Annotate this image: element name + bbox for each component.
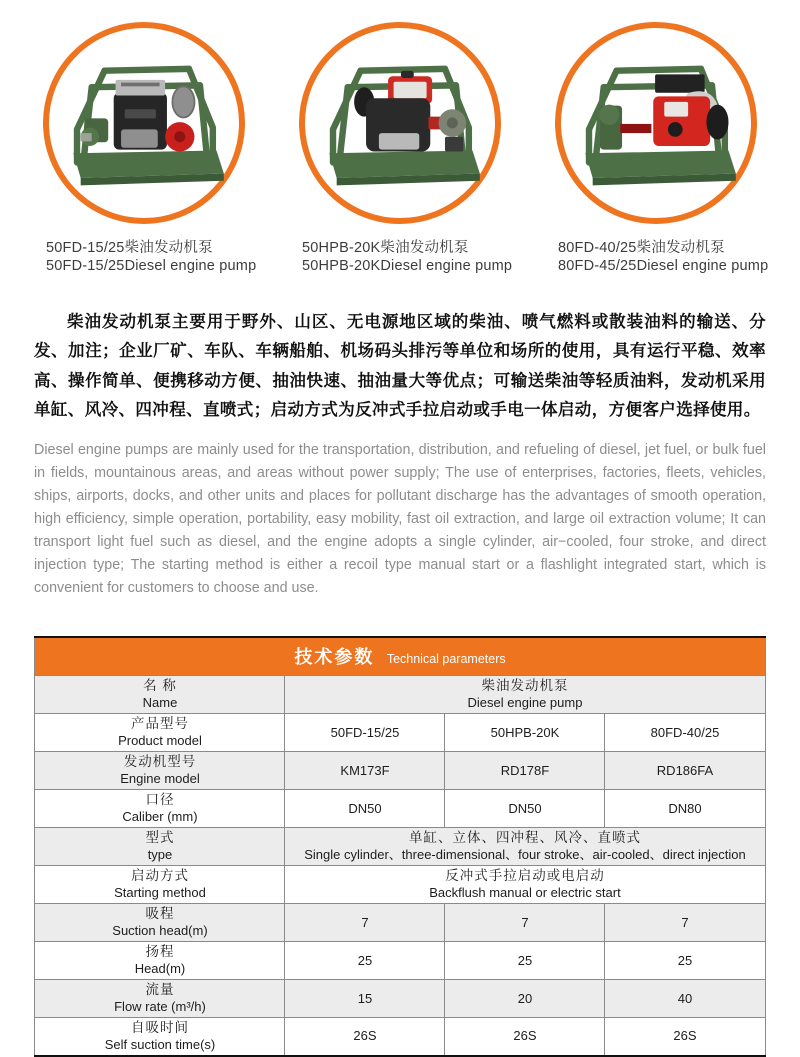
param-label: 名 称 Name [35,676,285,714]
product-gallery [0,14,800,284]
param-value: 25 [605,942,765,980]
row-starting-method [35,866,765,904]
param-label: 口径 Caliber (mm) [35,790,285,828]
param-value: 26S [605,1018,765,1056]
pump-photo-50fd [56,45,232,201]
product-caption [558,240,768,275]
param-value: 40 [605,980,765,1018]
description-english: Diesel engine pumps are mainly used for the transportation, distribution, and refueling of diesel, jet fuel, or bulk fuel in fields, mountainous areas, and areas without power supply; The use of enterprises, factories, fleets, vehicles, ships, airports, docks, and other units and places for pollutant discharge has the advantages of smooth operation, high efficiency, simple operation, portability, easy mobility, fast oil extraction, and large oil extraction volume; It can transport light fuel such as diesel, and the engine adopts a single cylinder, air−cooled, four stroke, and direct injection type; The starting method is either a recoil type manual start or a flashlight integrated start, which is convenient for customers to choose and use. [34,442,766,596]
param-value: 80FD-40/25 [605,714,765,752]
description-chinese: 柴油发动机泵主要用于野外、山区、无电源地区域的柴油、喷气燃料或散装油料的输送、分发、加注；企业厂矿、车队、车辆船舶、机场码头排污等单位和场所的使用，具有运行平稳、效率高、操作简单、便携移动方便、抽油快速、抽油量大等优点；可输送柴油等轻质油料，发动机采用单缸、风冷、四冲程、直喷式；启动方式为反冲式手拉启动或手电一体启动，方便客户选择使用。 [34,313,766,420]
row-caliber [35,790,765,828]
product-model-cn: 80FD-40/25柴油发动机泵 [558,240,725,256]
row-product-model [35,714,765,752]
table-title-bar [35,637,765,676]
product-card-50fd [28,14,260,284]
param-value: 25 [445,942,605,980]
param-label: 发动机型号 Engine model [35,752,285,790]
orange-ring-decoration [299,22,501,224]
param-value-span: 反冲式手拉启动或电启动 Backflush manual or electric start [285,866,765,904]
param-value: 15 [285,980,445,1018]
param-value: RD178F [445,752,605,790]
param-value: RD186FA [605,752,765,790]
table-title-cn: 技术参数 [294,647,375,668]
technical-parameters-table [34,636,765,1057]
param-value: 25 [285,942,445,980]
param-value: 26S [445,1018,605,1056]
product-model-cn: 50HPB-20K柴油发动机泵 [302,240,469,256]
param-label: 自吸时间 Self suction time(s) [35,1018,285,1056]
product-model-cn: 50FD-15/25柴油发动机泵 [46,240,213,256]
param-value: 26S [285,1018,445,1056]
param-value: 7 [445,904,605,942]
product-model-en: 50FD-15/25Diesel engine pump [46,257,257,274]
product-caption [302,240,512,275]
param-label: 流量 Flow rate (m³/h) [35,980,285,1018]
param-value: 20 [445,980,605,1018]
param-value: 7 [285,904,445,942]
product-model-en: 50HPB-20KDiesel engine pump [302,257,513,274]
row-name [35,676,765,714]
pump-photo-50hpb [312,45,488,201]
orange-ring-decoration [43,22,245,224]
row-self-suction-time [35,1018,765,1056]
product-model-en: 80FD-45/25Diesel engine pump [558,257,769,274]
product-card-80fd [540,14,772,284]
param-value: 7 [605,904,765,942]
row-type [35,828,765,866]
table-title-row [35,637,765,676]
table-title-en: Technical parameters [386,652,506,667]
pump-photo-80fd [568,45,744,201]
row-head [35,942,765,980]
row-engine-model [35,752,765,790]
param-value-span: 单缸、立体、四冲程、风冷、直喷式 Single cylinder、three-dimensional、four stroke、air-cooled、direct injection [285,828,765,866]
param-label: 扬程 Head(m) [35,942,285,980]
param-value: DN50 [445,790,605,828]
row-flow-rate [35,980,765,1018]
param-value: 50FD-15/25 [285,714,445,752]
param-value: KM173F [285,752,445,790]
param-label: 产品型号 Product model [35,714,285,752]
param-label: 启动方式 Starting method [35,866,285,904]
param-value: DN50 [285,790,445,828]
param-value: DN80 [605,790,765,828]
param-label: 型式 type [35,828,285,866]
orange-ring-decoration [555,22,757,224]
product-card-50hpb [284,14,516,284]
row-suction-head [35,904,765,942]
param-value-span: 柴油发动机泵 Diesel engine pump [285,676,765,714]
param-label: 吸程 Suction head(m) [35,904,285,942]
param-value: 50HPB-20K [445,714,605,752]
product-caption [46,240,256,275]
